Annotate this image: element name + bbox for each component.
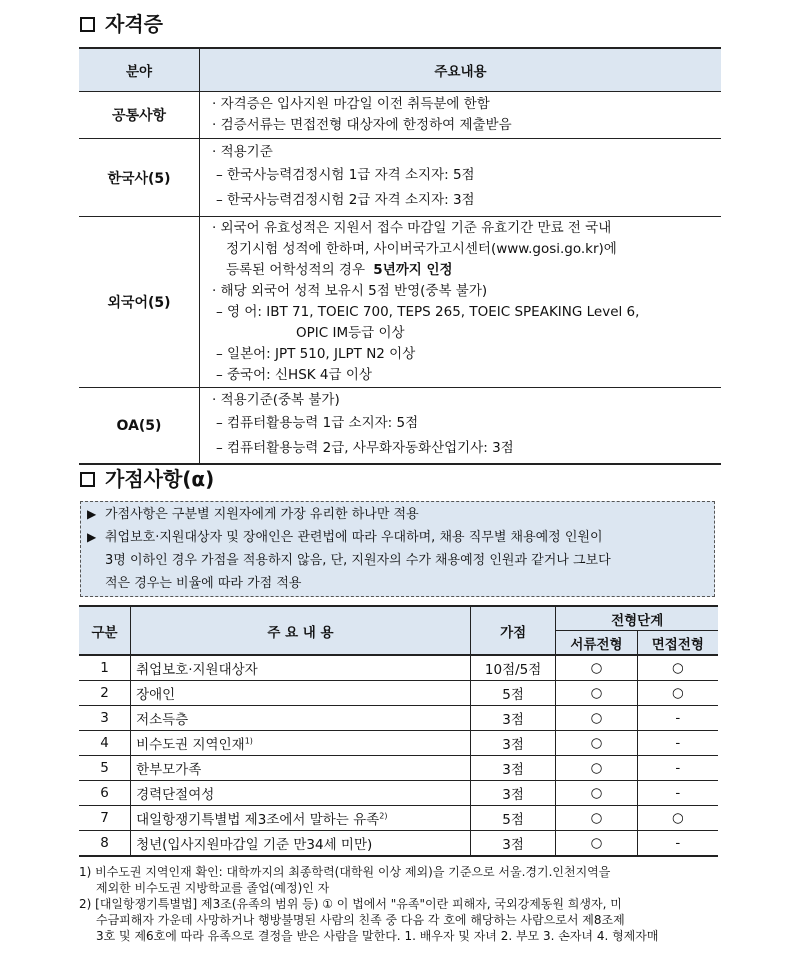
row-name-cell	[131, 731, 471, 756]
row-number-cell: 8	[79, 831, 131, 857]
row-name-cell	[131, 806, 471, 831]
section-title-bonus: 가점사항(α)	[80, 463, 214, 492]
content-line: · 외국어 유효성적은 지원서 접수 마감일 기준 유효기간 만료 전 국내	[212, 220, 612, 236]
content-cell	[200, 217, 722, 388]
row-interview-stage-cell: -	[637, 756, 718, 781]
footnote: 제외한 비수도권 지방학교를 졸업(예정)인 자	[96, 881, 330, 895]
content-line: – 중국어: 신HSK 4급 이상	[216, 367, 372, 383]
row-name-text: 장애인	[136, 687, 176, 703]
row-points-cell: 5점	[470, 681, 555, 706]
row-points-cell: 3점	[470, 731, 555, 756]
content-text: 등록된 어학성적의 경우	[226, 262, 365, 278]
row-name-text: 비수도권 지역인재	[136, 737, 245, 753]
row-name-cell	[131, 831, 471, 857]
row-number-cell: 3	[79, 706, 131, 731]
row-number-cell: 7	[79, 806, 131, 831]
row-name-text: 청년(입사지원마감일 기준 만34세 미만)	[136, 837, 373, 853]
row-name-cell	[131, 655, 471, 681]
row-name-cell	[131, 706, 471, 731]
checkbox-square-icon	[80, 472, 95, 487]
row-number-cell: 1	[79, 655, 131, 681]
footnote-ref: 1)	[244, 736, 253, 746]
row-points-cell: 3점	[470, 781, 555, 806]
row-doc-stage-cell: ○	[556, 706, 637, 731]
table-row	[79, 781, 718, 806]
footnote: 2) [대일항쟁기특별법] 제3조(유족의 범위 등) ① 이 법에서 "유족"이란 피해자, 국외강제동원 희생자, 미	[79, 897, 622, 911]
content-line: · 검증서류는 면접전형 대상자에 한정하여 제출받음	[212, 117, 512, 133]
header-category: 분야	[79, 48, 200, 92]
header-content: 주요내용	[200, 48, 722, 92]
notice-line: ▶ 가점사항은 구분별 지원자에게 가장 유리한 하나만 적용	[87, 503, 419, 526]
category-cell: 공통사항	[79, 92, 200, 139]
table-row	[79, 731, 718, 756]
content-line: – 한국사능력검정시험 2급 자격 소지자: 3점	[216, 192, 475, 208]
row-interview-stage-cell: ○	[637, 681, 718, 706]
row-points-cell: 3점	[470, 706, 555, 731]
content-line: – 일본어: JPT 510, JLPT N2 이상	[216, 346, 416, 362]
row-doc-stage-cell: ○	[556, 731, 637, 756]
row-name-cell	[131, 681, 471, 706]
header-interview: 면접전형	[637, 631, 718, 656]
row-doc-stage-cell: ○	[556, 655, 637, 681]
section-title-certificates: 자격증	[80, 8, 163, 37]
table-row	[79, 706, 718, 731]
row-doc-stage-cell: ○	[556, 806, 637, 831]
content-line: – 한국사능력검정시험 1급 자격 소지자: 5점	[216, 167, 475, 183]
certificate-table	[79, 47, 721, 465]
category-cell: OA(5)	[79, 388, 200, 465]
row-number-cell: 4	[79, 731, 131, 756]
table-row	[79, 655, 718, 681]
header-points: 가점	[470, 606, 555, 655]
content-cell	[200, 139, 722, 217]
content-line: · 해당 외국어 성적 보유시 5점 반영(중복 불가)	[212, 283, 488, 299]
header-content: 주 요 내 용	[131, 606, 471, 655]
table-row	[79, 139, 721, 217]
triangle-bullet-icon: ▶	[87, 507, 97, 521]
row-number-cell: 2	[79, 681, 131, 706]
row-doc-stage-cell: ○	[556, 781, 637, 806]
row-name-text: 취업보호·지원대상자	[136, 662, 258, 678]
content-line: – 영 어: IBT 71, TOEIC 700, TEPS 265, TOEIC SPEAKING Level 6,	[216, 304, 640, 320]
row-doc-stage-cell: ○	[556, 756, 637, 781]
content-line: OPIC IM등급 이상	[296, 325, 405, 341]
footnote: 1) 비수도권 지역인재 확인: 대학까지의 최종학력(대학원 이상 제외)을 기준으로 서울.경기.인천지역을	[79, 865, 611, 879]
bonus-points-table	[79, 605, 718, 857]
table-row	[79, 806, 718, 831]
header-stage: 전형단계	[556, 606, 718, 631]
row-interview-stage-cell: -	[637, 781, 718, 806]
row-points-cell: 3점	[470, 831, 555, 857]
table-row	[79, 831, 718, 857]
content-line: – 컴퓨터활용능력 2급, 사무화자동화산업기사: 3점	[216, 440, 514, 456]
row-name-text: 저소득층	[136, 712, 189, 728]
content-line	[200, 260, 721, 281]
table-row	[79, 681, 718, 706]
row-points-cell: 3점	[470, 756, 555, 781]
row-name-cell	[131, 781, 471, 806]
content-line: · 적용기준(중복 불가)	[212, 392, 340, 408]
row-interview-stage-cell: ○	[637, 806, 718, 831]
notice-box	[80, 501, 715, 597]
table-row	[79, 756, 718, 781]
category-cell: 한국사(5)	[79, 139, 200, 217]
triangle-bullet-icon: ▶	[87, 530, 97, 544]
row-interview-stage-cell: -	[637, 731, 718, 756]
row-number-cell: 5	[79, 756, 131, 781]
content-line: – 컴퓨터활용능력 1급 소지자: 5점	[216, 415, 419, 431]
row-interview-stage-cell: -	[637, 831, 718, 857]
row-doc-stage-cell: ○	[556, 681, 637, 706]
row-name-text: 대일항쟁기특별법 제3조에서 말하는 유족	[136, 812, 380, 828]
row-name-text: 한부모가족	[136, 762, 202, 778]
highlight-text: 5년까지 인정	[373, 262, 453, 278]
row-number-cell: 6	[79, 781, 131, 806]
row-interview-stage-cell: -	[637, 706, 718, 731]
row-points-cell: 5점	[470, 806, 555, 831]
row-name-text: 경력단절여성	[136, 787, 215, 803]
content-cell	[200, 388, 722, 465]
row-points-cell: 10점/5점	[470, 655, 555, 681]
content-line: · 자격증은 입사지원 마감일 이전 취득분에 한함	[212, 96, 490, 112]
content-cell	[200, 92, 722, 139]
footnote-ref: 2)	[379, 811, 388, 821]
table-row	[79, 388, 721, 465]
row-doc-stage-cell: ○	[556, 831, 637, 857]
category-cell: 외국어(5)	[79, 217, 200, 388]
row-name-cell	[131, 756, 471, 781]
footnote: 3호 및 제6호에 따라 유족으로 결정을 받은 사람을 말한다. 1. 배우자 및 자녀 2. 부모 3. 손자녀 4. 형제자매	[96, 929, 659, 943]
row-interview-stage-cell: ○	[637, 655, 718, 681]
notice-line: 적은 경우는 비율에 따라 가점 적용	[105, 576, 302, 591]
notice-line: ▶ 취업보호·지원대상자 및 장애인은 관련법에 따라 우대하며, 채용 직무별 채용예정 인원이	[87, 526, 603, 549]
table-row	[79, 92, 721, 139]
content-line: 정기시험 성적에 한하며, 사이버국가고시센터(www.gosi.go.kr)에	[226, 241, 617, 257]
header-doc: 서류전형	[556, 631, 637, 656]
footnote: 수금피해자 가운데 사망하거나 행방불명된 사람의 친족 중 다음 각 호에 해당하는 사람으로서 제8조제	[96, 913, 625, 927]
notice-line: 3명 이하인 경우 가점을 적용하지 않음, 단, 지원자의 수가 채용예정 인원과 같거나 그보다	[105, 553, 611, 568]
checkbox-square-icon	[80, 17, 95, 32]
header-no: 구분	[79, 606, 131, 655]
content-line: · 적용기준	[212, 144, 273, 160]
table-row	[79, 217, 721, 388]
